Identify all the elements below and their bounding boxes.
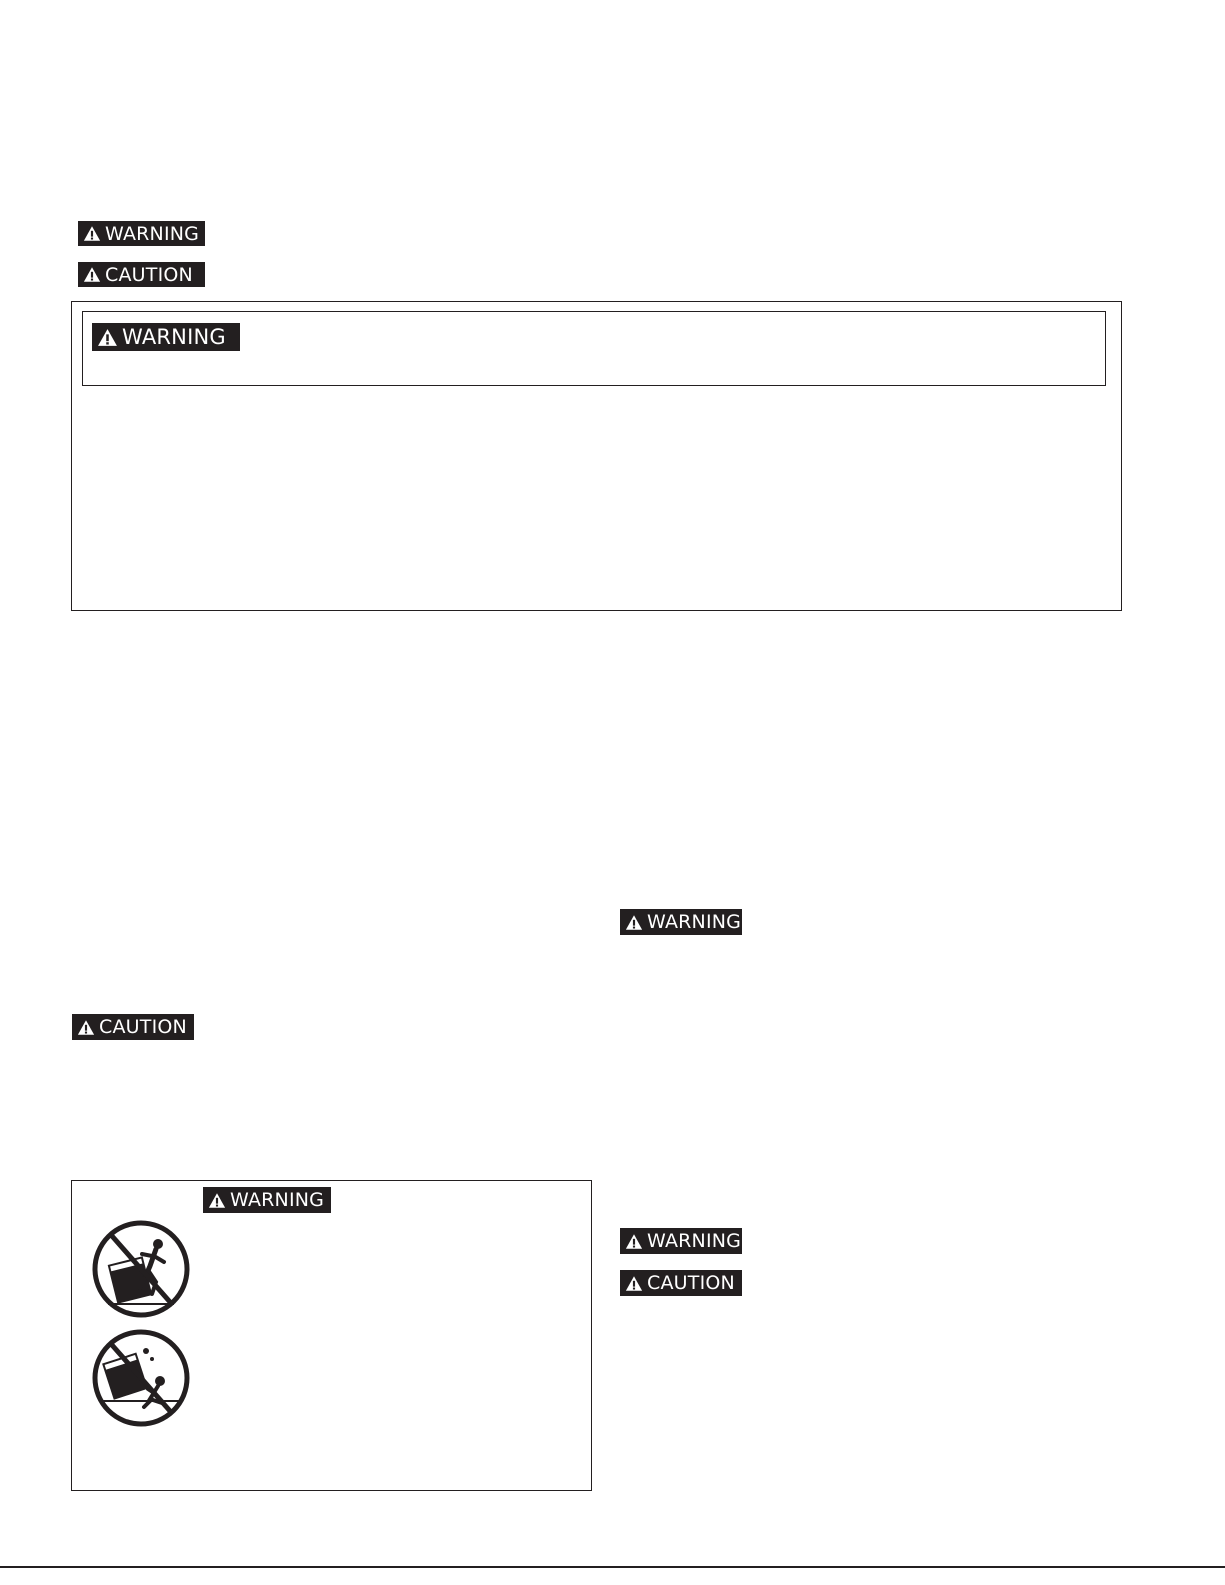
exclamation-triangle-icon <box>83 266 101 283</box>
exclamation-triangle-icon <box>208 1192 226 1209</box>
warning-label-text: WARNING <box>122 325 226 349</box>
warning-label-right-lower <box>620 1228 742 1254</box>
appliance-tip-over-icon <box>90 1327 192 1429</box>
caution-label-text: CAUTION <box>99 1016 187 1038</box>
exclamation-triangle-icon <box>83 225 101 242</box>
caution-label-text: CAUTION <box>105 263 193 286</box>
caution-label-text: CAUTION <box>647 1272 735 1294</box>
warning-label-safety-box <box>92 323 240 351</box>
warning-label-definition <box>78 221 205 246</box>
warning-label-text: WARNING <box>105 222 200 245</box>
warning-label-text: WARNING <box>647 1230 742 1252</box>
no-climbing-on-appliance-icon <box>90 1218 192 1320</box>
caution-label-right-lower <box>620 1270 742 1296</box>
warning-label-text: WARNING <box>647 911 742 933</box>
exclamation-triangle-icon <box>97 328 118 347</box>
exclamation-triangle-icon <box>77 1019 95 1036</box>
warning-label-text: WARNING <box>230 1189 325 1211</box>
caution-label-left-column <box>72 1014 194 1040</box>
exclamation-triangle-icon <box>625 914 643 931</box>
caution-label-definition <box>78 262 205 287</box>
warning-label-right-column <box>620 909 742 935</box>
exclamation-triangle-icon <box>625 1275 643 1292</box>
footer-rule <box>0 1566 1225 1568</box>
exclamation-triangle-icon <box>625 1233 643 1250</box>
warning-label-tip-over <box>203 1187 331 1213</box>
